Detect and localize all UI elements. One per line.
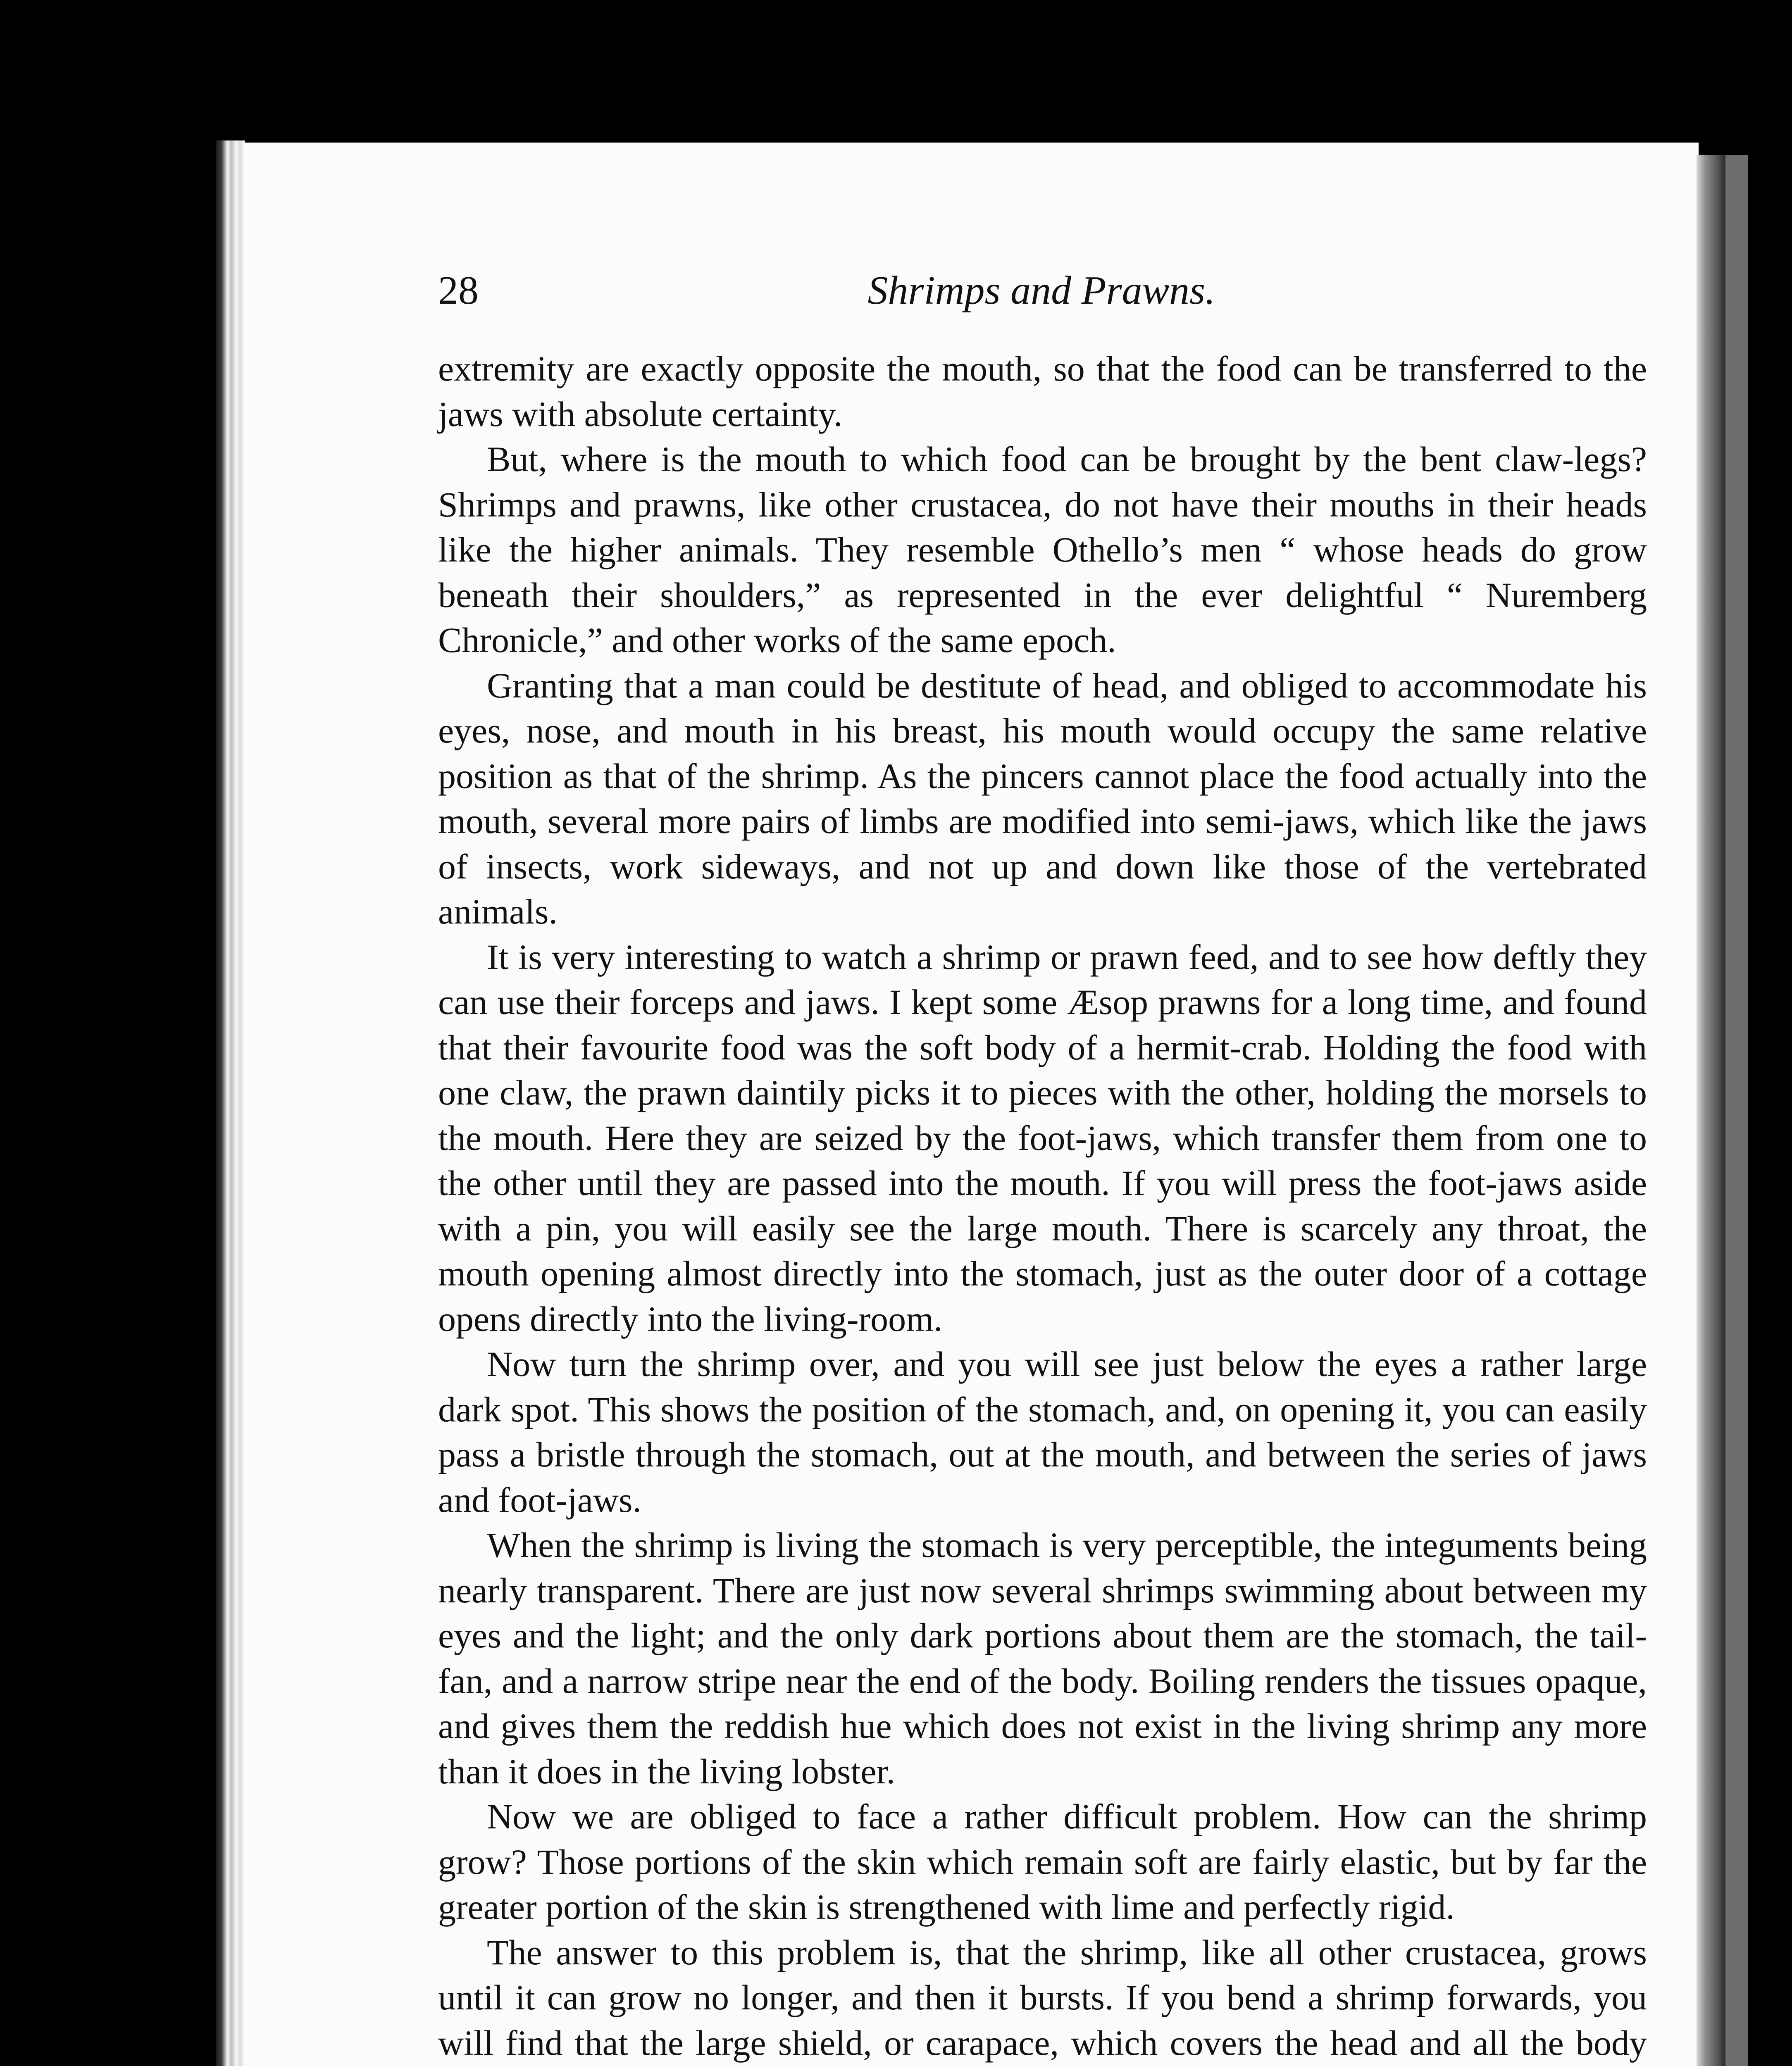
paragraph: extremity are exactly opposite the mouth, so that the food can be transferred to the jaws with absolute certainty. bbox=[438, 349, 1647, 434]
paragraph: Now turn the shrimp over, and you will see just below the eyes a rather large dark spot. This shows the position of the stomach, and, on opening it, you can easily pass a bristle through the stomach, out at the mouth, and between the series of jaws and foot-jaws. bbox=[438, 1344, 1647, 1520]
paragraph: When the shrimp is living the stomach is very perceptible, the integuments being nearly transparent. There are just now several shrimps swimming about between my eyes and the light; and the only dark portions about them are the stomach, the tail-fan, and a narrow stripe near the end of the body. Boiling renders the tissues opaque, and gives them the reddish hue which does not exist in the living shrimp any more than it does in the living lobster. bbox=[438, 1525, 1647, 1791]
running-head bbox=[438, 259, 1645, 321]
page-edge-shadow bbox=[1697, 155, 1725, 2066]
running-title: Shrimps and Prawns. bbox=[867, 268, 1215, 313]
page-number: 28 bbox=[438, 268, 479, 313]
paragraph: Now we are obliged to face a rather difficult problem. How can the shrimp grow? Those portions of the skin which remain soft are fairly elastic, but by far the greater portion of the skin is strengthened with lime and perfectly rigid. bbox=[438, 1797, 1647, 1927]
adjacent-leaf bbox=[1725, 155, 1748, 2066]
paragraph: But, where is the mouth to which food can be brought by the bent claw-legs? Shrimps and prawns, like other crustacea, do not have their mouths in their heads like the higher animals. They resemble Othello’s men “ whose heads do grow beneath their shoulders,” as represented in the ever delightful “ Nuremberg Chronicle,” and other works of the same epoch. bbox=[438, 439, 1647, 660]
paragraph: The answer to this problem is, that the shrimp, like all other crustacea, grows until it can grow no longer, and then it bursts. If you bend a shrimp forwards, you will find that the large shield, or carapace, which covers the head and all the body bbox=[438, 1932, 1647, 2063]
body-text bbox=[438, 346, 1647, 2066]
paragraph: It is very interesting to watch a shrimp or prawn feed, and to see how deftly they can use their forceps and jaws. I kept some Æsop prawns for a long time, and found that their favourite food was the soft body of a hermit-crab. Holding the food with one claw, the prawn daintily picks it to pieces with the other, holding the morsels to the mouth. Here they are seized by the foot-jaws, which transfer them from one to the other until they are passed into the mouth. If you will press the foot-jaws aside with a pin, you will easily see the large mouth. There is scarcely any throat, the mouth opening almost directly into the stomach, just as the outer door of a cottage opens directly into the living-room. bbox=[438, 937, 1647, 1339]
paragraph: Granting that a man could be destitute of head, and obliged to accommodate his eyes, nose, and mouth in his breast, his mouth would occupy the same relative position as that of the shrimp. As the pincers cannot place the food actually into the mouth, several more pairs of limbs are modified into semi-jaws, which like the jaws of insects, work sideways, and not up and down like those of the vertebrated animals. bbox=[438, 665, 1647, 931]
page-gutter bbox=[216, 140, 245, 2066]
